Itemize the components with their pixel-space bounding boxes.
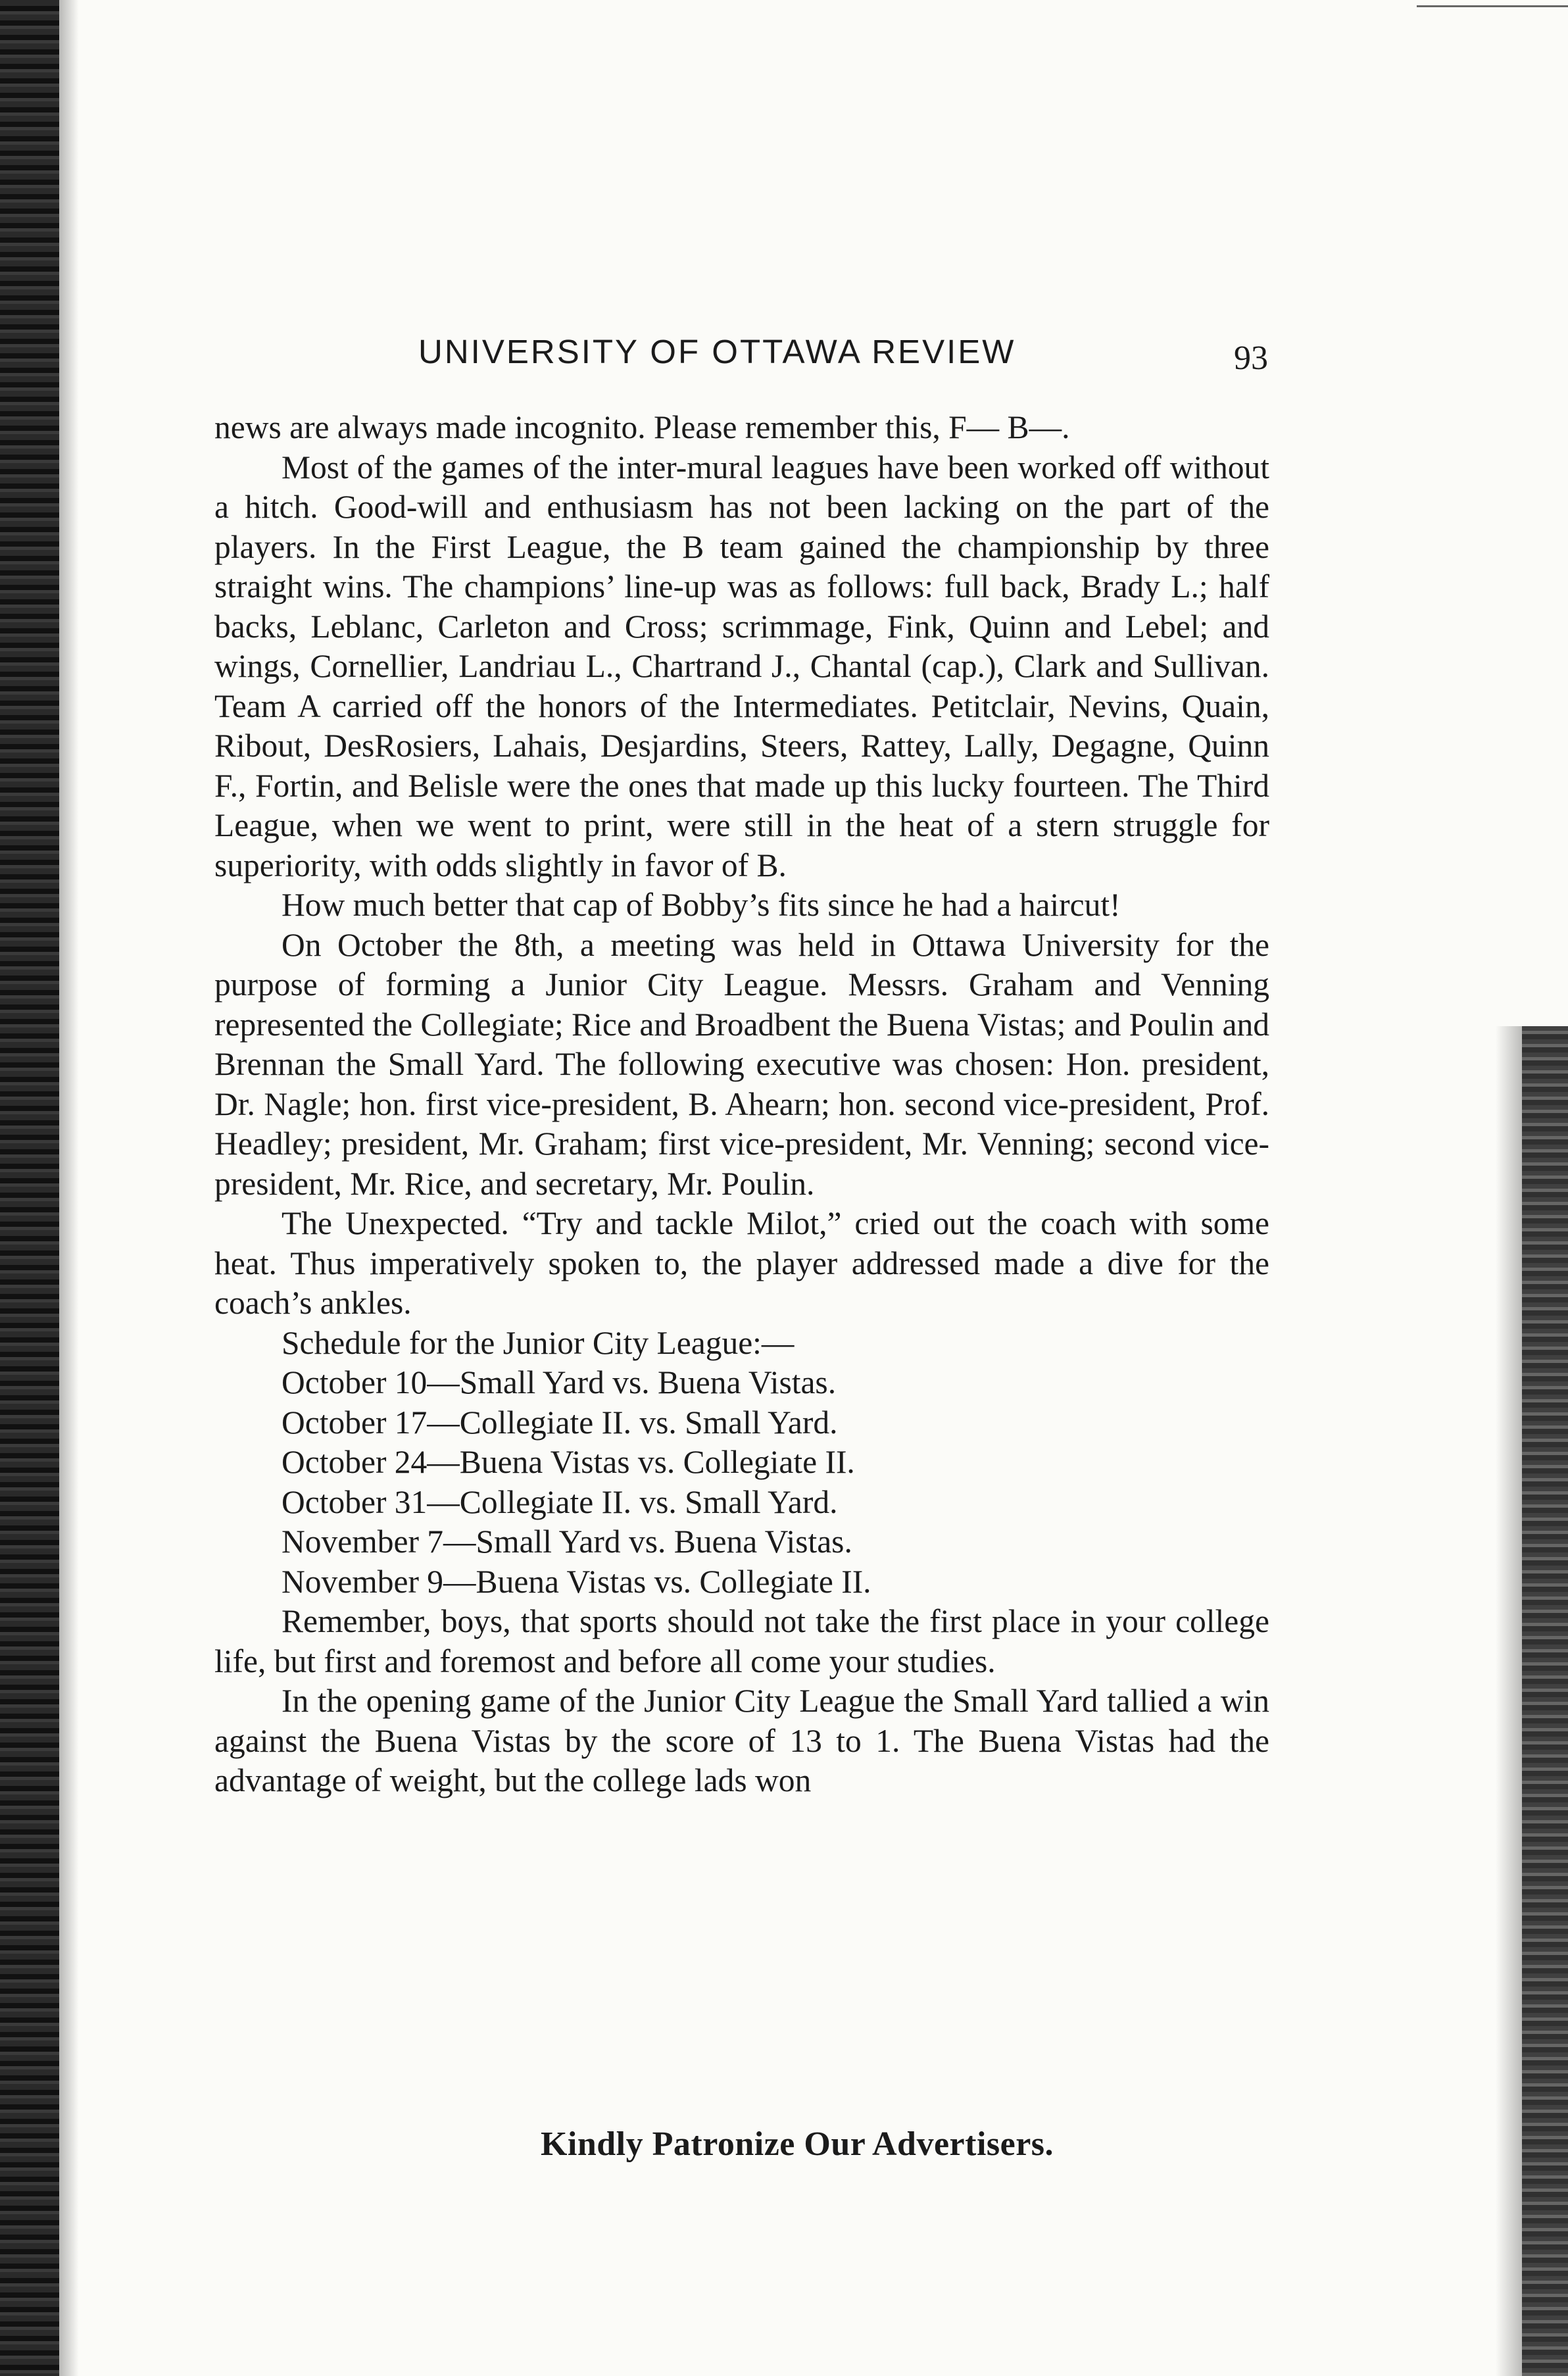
scan-binding-edge-left: [0, 0, 59, 2376]
schedule-item: October 17—Collegiate II. vs. Small Yard.: [282, 1404, 838, 1441]
schedule-item: October 31—Collegiate II. vs. Small Yard.: [282, 1483, 838, 1520]
article-body: [214, 408, 1269, 1801]
paragraph-intermural-leagues: Most of the games of the inter-mural leagues have been worked off without a hitch. Good-will and enthusiasm has not been lacking on the part of the players. In the First League, the B team gained the championship by three straight wins. The champions’ line-up was as follows: full back, Brady L.; half backs, Leblanc, Carleton and Cross; scrimmage, Fink, Quinn and Lebel; and wings, Cornellier, Landriau L., Chartrand J., Chantal (cap.), Clark and Sullivan. Team A carried off the honors of the Intermediates. Petitclair, Nevins, Quain, Ribout, DesRosiers, Lahais, Desjardins, Steers, Rattey, Lally, Degagne, Quinn F., Fortin, and Belisle were the ones that made up this lucky fourteen. The Third League, when we went to print, were still in the heat of a stern struggle for superiority, with odds slightly in favor of B.: [214, 449, 1269, 883]
paragraph-bobby-cap: How much better that cap of Bobby’s fits since he had a haircut!: [282, 887, 1121, 923]
page-number: 93: [1234, 339, 1268, 377]
schedule-item: October 10—Small Yard vs. Buena Vistas.: [282, 1364, 837, 1400]
scan-shadow-left: [59, 0, 79, 2376]
scan-shadow-right: [1496, 1026, 1522, 2376]
paragraph-junior-city-league-meeting: On October the 8th, a meeting was held in Ottawa University for the purpose of forming a Junior City League. Messrs. Graham and Venning represented the Collegiate; Rice and Broadbent the Buena Vistas; and Poulin and Brennan the Small Yard. The following executive was chosen: Hon. president, Dr. Nagle; hon. first vice-president, B. Ahearn; hon. second vice-president, Prof. Headley; president, Mr. Graham; first vice-president, Mr. Venning; second vice-president, Mr. Rice, and secretary, Mr. Poulin.: [214, 926, 1269, 1202]
running-title: UNIVERSITY OF OTTAWA REVIEW: [418, 333, 1016, 370]
paragraph-opening-game: In the opening game of the Junior City League the Small Yard tallied a win against the Buena Vistas by the score of 13 to 1. The Buena Vistas had the advantage of weight, but the college lads won: [214, 1683, 1269, 1798]
paragraph-continued: news are always made incognito. Please remember this, F— B—.: [214, 409, 1070, 445]
schedule-item: November 7—Small Yard vs. Buena Vistas.: [282, 1523, 852, 1560]
schedule-item: November 9—Buena Vistas vs. Collegiate II.: [282, 1563, 871, 1600]
schedule-heading: Schedule for the Junior City League:—: [282, 1324, 795, 1361]
paragraph-unexpected: The Unexpected. “Try and tackle Milot,” cried out the coach with some heat. Thus imperatively spoken to, the player addressed made a dive for the coach’s ankles.: [214, 1205, 1269, 1321]
scan-binding-edge-right: [1522, 1026, 1568, 2376]
footer-advertisers-note: Kindly Patronize Our Advertisers.: [540, 2125, 1054, 2163]
paragraph-remember-studies: Remember, boys, that sports should not take the first place in your college life, but first and foremost and before all come your studies.: [214, 1603, 1269, 1679]
scan-corner-mark: [1417, 5, 1568, 7]
schedule-item: October 24—Buena Vistas vs. Collegiate II.: [282, 1444, 855, 1480]
